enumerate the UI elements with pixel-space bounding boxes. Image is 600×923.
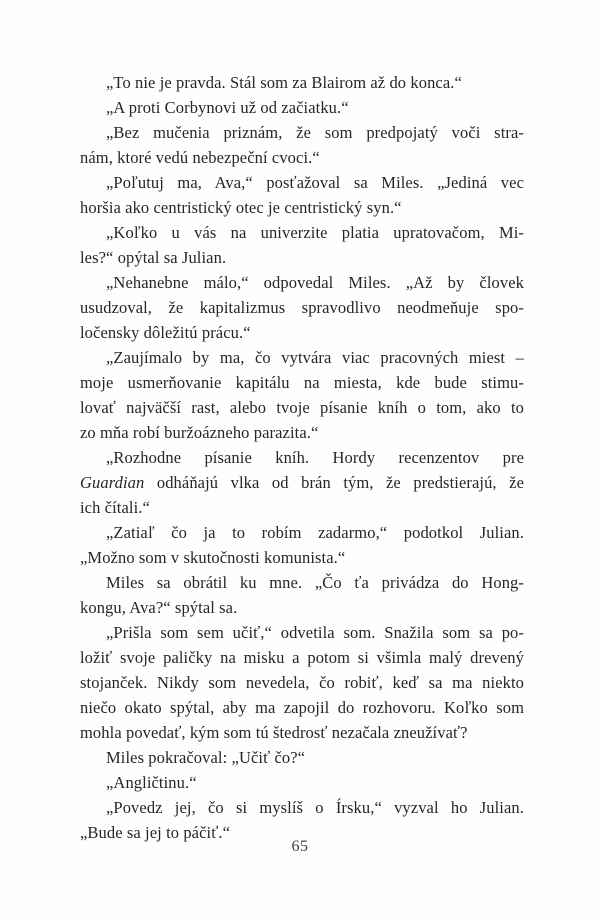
paragraph xyxy=(80,220,524,270)
text-line: „Angličtinu.“ xyxy=(106,773,197,792)
text-line: „Zaujímalo by ma, čo vytvára viac pracovných miest – xyxy=(106,348,524,367)
paragraph xyxy=(80,770,524,795)
text-line: „Rozhodne písanie kníh. Hordy recenzentov pre xyxy=(106,448,524,467)
text-line: Miles sa obrátil ku mne. „Čo ťa privádza do Hong- xyxy=(106,573,524,592)
page-number: 65 xyxy=(291,838,309,855)
text-segment: odháňajú vlka od brán tým, že predstierajú, že xyxy=(144,473,524,492)
text-line xyxy=(80,470,524,495)
paragraph xyxy=(80,70,524,95)
text-line: „Zatiaľ čo ja to robím zadarmo,“ podotkol Julian. xyxy=(106,523,524,542)
text-line: ich čítali.“ xyxy=(80,498,150,517)
paragraph xyxy=(80,345,524,445)
text-line: „A proti Corbynovi už od začiatku.“ xyxy=(106,98,349,117)
text-line: ločensky dôležitú prácu.“ xyxy=(80,323,251,342)
text-line: horšia ako centristický otec je centristický syn.“ xyxy=(80,198,402,217)
text-line: lovať najväčší rast, alebo tvoje písanie kníh o tom, ako to xyxy=(80,398,524,417)
paragraph xyxy=(80,445,524,520)
paragraph xyxy=(80,170,524,220)
text-line: „Bude sa jej to páčiť.“ xyxy=(80,823,231,842)
italic-book-title: Guardian xyxy=(80,473,145,492)
text-line: „Poľutuj ma, Ava,“ posťažoval sa Miles. „Jediná vec xyxy=(106,173,524,192)
paragraph xyxy=(80,120,524,170)
text-line: stojanček. Nikdy som nevedela, čo robiť, keď sa ma niekto xyxy=(80,673,524,692)
text-line: kongu, Ava?“ spýtal sa. xyxy=(80,598,238,617)
text-line: nám, ktoré vedú nebezpeční cvoci.“ xyxy=(80,148,320,167)
paragraph xyxy=(80,745,524,770)
paragraph xyxy=(80,520,524,570)
text-line: usudzoval, že kapitalizmus spravodlivo neodmeňuje spo- xyxy=(80,298,524,317)
text-block xyxy=(80,70,524,845)
paragraph xyxy=(80,270,524,345)
text-line: niečo okato spýtal, aby ma zapojil do rozhovoru. Koľko som xyxy=(80,698,524,717)
paragraph xyxy=(80,620,524,745)
text-line: „Koľko u vás na univerzite platia upratovačom, Mi- xyxy=(106,223,524,242)
text-line: „Prišla som sem učiť,“ odvetila som. Snažila som sa po- xyxy=(106,623,524,642)
text-line: „To nie je pravda. Stál som za Blairom až do konca.“ xyxy=(106,73,462,92)
text-line: ložiť svoje paličky na misku a potom si všimla malý drevený xyxy=(80,648,524,667)
text-line: les?“ opýtal sa Julian. xyxy=(80,248,227,267)
text-line: „Nehanebne málo,“ odpovedal Miles. „Až by človek xyxy=(106,273,524,292)
text-line: mohla povedať, kým som tú štedrosť nezačala zneužívať? xyxy=(80,723,468,742)
text-line: „Povedz jej, čo si myslíš o Írsku,“ vyzval ho Julian. xyxy=(106,798,524,817)
text-line: „Bez mučenia priznám, že som predpojatý voči stra- xyxy=(106,123,524,142)
text-line: Miles pokračoval: „Učiť čo?“ xyxy=(106,748,306,767)
text-line: zo mňa robí buržoázneho parazita.“ xyxy=(80,423,319,442)
paragraph xyxy=(80,570,524,620)
text-line: „Možno som v skutočnosti komunista.“ xyxy=(80,548,346,567)
paragraph xyxy=(80,95,524,120)
text-line: moje usmerňovanie kapitálu na miesta, kde bude stimu- xyxy=(80,373,524,392)
